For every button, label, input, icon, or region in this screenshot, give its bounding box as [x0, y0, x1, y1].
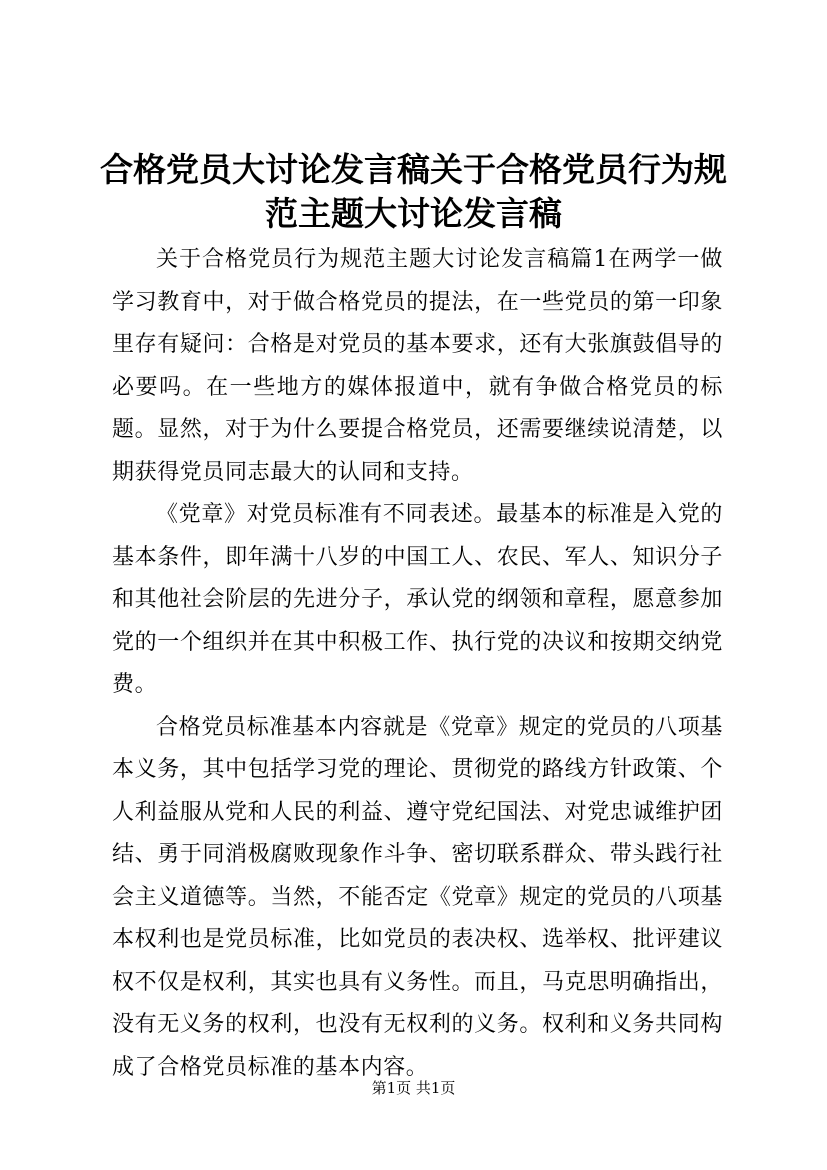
paragraph-1: 关于合格党员行为规范主题大讨论发言稿篇1在两学一做学习教育中，对于做合格党员的提法，在一些党员的第一印象里存有疑问：合格是对党员的基本要求，还有大张旗鼓倡导的必要吗。在一些地方的媒体报道中，就有争做合格党员的标题。显然，对于为什么要提合格党员，还需要继续说清楚，以期获得党员同志最大的认同和支持。 [112, 247, 723, 485]
paragraph-3: 合格党员标准基本内容就是《党章》规定的党员的八项基本义务，其中包括学习党的理论、贯彻党的路线方针政策、个人利益服从党和人民的利益、遵守党纪国法、对党忠诚维护团结、勇于同消极腐败现象作斗争、密切联系群众、带头践行社会主义道德等。当然，不能否定《党章》规定的党员的八项基本权利也是党员标准，比如党员的表决权、选举权、批评建议权不仅是权利，其实也具有义务性。而且，马克思明确指出，没有无义务的权利，也没有无权利的义务。权利和义务共同构成了合格党员标准的基本内容。 [112, 714, 723, 1080]
document-title: 合格党员大讨论发言稿关于合格党员行为规范主题大讨论发言稿 [100, 150, 727, 233]
document-body [112, 239, 723, 1089]
paragraph-2: 《党章》对党员标准有不同表述。最基本的标准是入党的基本条件，即年满十八岁的中国工人、农民、军人、知识分子和其他社会阶层的先进分子，承认党的纲领和章程，愿意参加党的一个组织并在其中积极工作、执行党的决议和按期交纳党费。 [112, 502, 723, 697]
page-number-footer: 第1页 共1页 [371, 1079, 456, 1097]
